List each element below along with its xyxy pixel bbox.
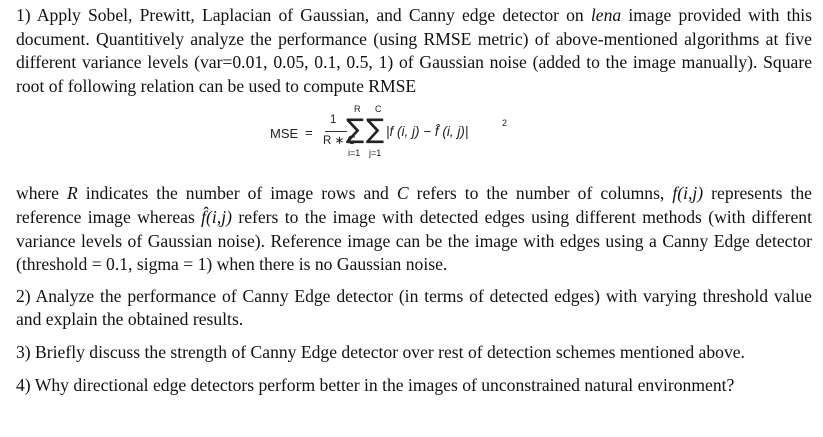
explanation-text-4: represents the reference image whereas bbox=[16, 183, 812, 227]
explanation-fhat: f̂(i,j) bbox=[201, 206, 232, 227]
formula-denominator: R ∗ C bbox=[323, 135, 356, 148]
explanation-f: f(i,j) bbox=[672, 183, 704, 204]
explanation-text-2: indicates the number of image rows and bbox=[77, 183, 397, 204]
formula-explanation bbox=[16, 182, 812, 276]
mse-formula bbox=[16, 98, 812, 182]
fraction-bar bbox=[325, 131, 347, 132]
question-4: 4) Why directional edge detectors perform better in the images of unconstrained natural environment? bbox=[16, 374, 735, 395]
explanation-var-c: C bbox=[396, 183, 409, 204]
sum-lower-limit-2: j=1 bbox=[369, 148, 382, 159]
explanation-text-1: where bbox=[16, 183, 67, 204]
question-1-text-b: image provided with this document. Quantitively analyze the performance (using RMSE metric) of above-mentioned algorithms at five different variance levels (var=0.01, 0.05, 0.1, 0.5, 1) of Gaussian noise (added to the image manually). Square root of following relation can be used to compute RMSE bbox=[16, 5, 812, 96]
question-2: 2) Analyze the performance of Canny Edge detector (in terms of detected edges) with varying threshold value and explain the obtained results. bbox=[16, 285, 812, 330]
formula-equals: = bbox=[305, 125, 313, 141]
formula-summand: |f (i, j) − f̂ (i, j)| bbox=[386, 124, 469, 140]
question-3: 3) Briefly discuss the strength of Canny Edge detector over rest of detection schemes mentioned above. bbox=[16, 341, 745, 362]
document-page bbox=[16, 4, 812, 397]
formula-lhs: MSE bbox=[270, 126, 299, 142]
formula-numerator: 1 bbox=[330, 114, 337, 127]
question-1 bbox=[16, 4, 812, 98]
explanation-text-3: refers to the number of columns, bbox=[408, 183, 673, 204]
question-1-text-a: 1) Apply Sobel, Prewitt, Laplacian of Gaussian, and Canny edge detector on bbox=[16, 5, 591, 25]
explanation-text-5: refers to the image with detected edges using different methods (with different variance levels of Gaussian noise). Reference image can be the image with edges using a Canny Edge detector (threshold = 0.1, sigma = 1) when there is no Gaussian noise. bbox=[16, 206, 812, 275]
question-1-italic-word: lena bbox=[590, 5, 622, 25]
sum-upper-limit-2: C bbox=[375, 104, 382, 115]
sum-lower-limit-1: i=1 bbox=[348, 148, 361, 159]
sum-upper-limit-1: R bbox=[354, 104, 361, 115]
formula-exponent: 2 bbox=[502, 118, 508, 129]
sum-symbol-1: ∑ bbox=[346, 114, 365, 146]
sum-symbol-2: ∑ bbox=[366, 114, 385, 146]
explanation-var-r: R bbox=[67, 183, 78, 204]
